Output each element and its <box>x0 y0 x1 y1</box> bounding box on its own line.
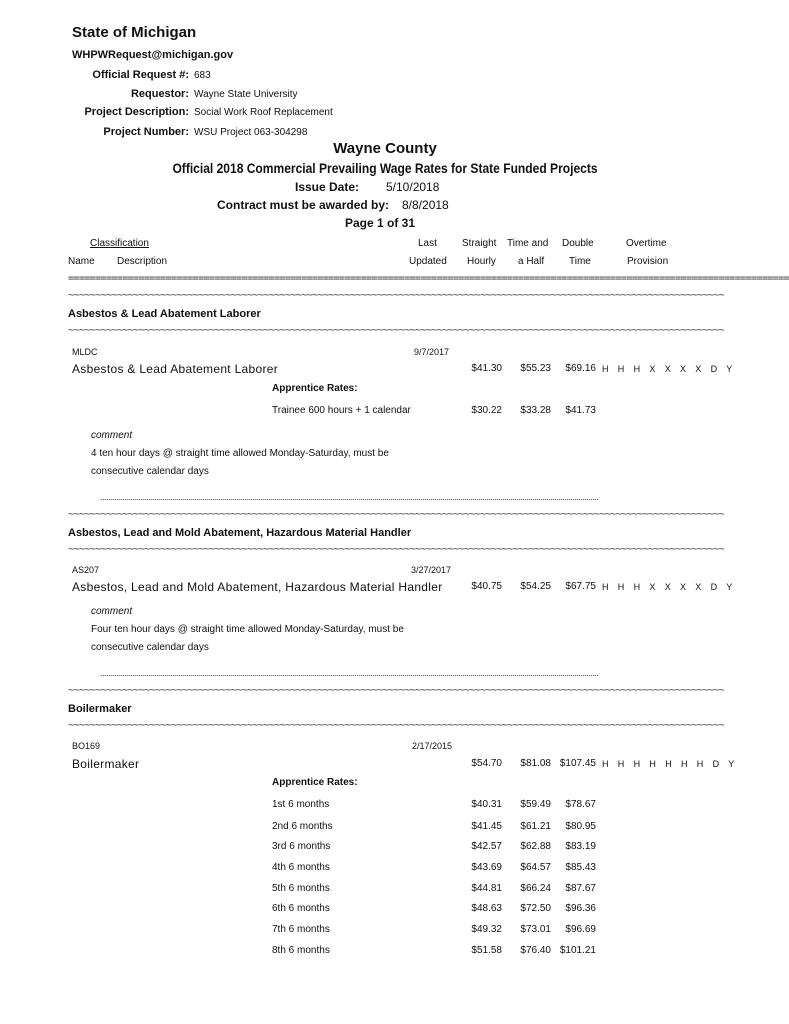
dotted-separator: ......................................................................................................................................................................................................................................................... <box>100 492 599 502</box>
contract-deadline-label: Contract must be awarded by: <box>217 198 390 212</box>
tilde-rule: ~~~~~~~~~~~~~~~~~~~~~~~~~~~~~~~~~~~~~~~~~~~~~~~~~~~~~~~~~~~~~~~~~~~~~~~~~~~~~~~~~~~~~~~~~~~~~~~~~~~~~~~~~~~~~~~~~~~~~~~~~ <box>68 290 724 301</box>
apprentice-step: 4th 6 months <box>272 862 330 873</box>
tilde-rule: ~~~~~~~~~~~~~~~~~~~~~~~~~~~~~~~~~~~~~~~~~~~~~~~~~~~~~~~~~~~~~~~~~~~~~~~~~~~~~~~~~~~~~~~~~~~~~~~~~~~~~~~~~~~~~~~~~~~~~~~~~ <box>68 685 724 696</box>
double-rate: $107.45 <box>559 758 596 769</box>
project-number-label: Project Number: <box>103 126 189 138</box>
classification-title: Asbestos, Lead and Mold Abatement, Hazardous Material Handler <box>72 580 443 594</box>
overtime-provision: H H H X X X X D Y <box>602 364 736 374</box>
apprentice-straight: $51.58 <box>471 945 502 956</box>
apprentice-straight: $40.31 <box>471 799 502 810</box>
county-title: Wayne County <box>333 140 437 157</box>
apprentice-step: 8th 6 months <box>272 945 330 956</box>
half-rate: $55.23 <box>520 363 551 374</box>
col-overtime: Overtime <box>626 238 667 249</box>
apprentice-straight: $48.63 <box>471 903 502 914</box>
col-description: Description <box>117 256 168 267</box>
contract-deadline-value: 8/8/2018 <box>402 198 449 212</box>
last-updated: 9/7/2017 <box>414 347 450 357</box>
apprentice-step: 3rd 6 months <box>272 841 331 852</box>
col-double: Double <box>562 238 594 249</box>
col-time: Time <box>569 256 591 267</box>
comment-text: 4 ten hour days @ straight time allowed Monday-Saturday, must be <box>91 448 389 459</box>
double-rate: $67.75 <box>565 581 596 592</box>
apprentice-step: 2nd 6 months <box>272 821 333 832</box>
apprentice-straight: $49.32 <box>471 924 502 935</box>
comment-label: comment <box>91 430 133 441</box>
project-description-label: Project Description: <box>84 106 189 118</box>
tilde-rule: ~~~~~~~~~~~~~~~~~~~~~~~~~~~~~~~~~~~~~~~~~~~~~~~~~~~~~~~~~~~~~~~~~~~~~~~~~~~~~~~~~~~~~~~~~~~~~~~~~~~~~~~~~~~~~~~~~~~~~~~~~ <box>68 544 724 555</box>
comment-text: consecutive calendar days <box>91 466 209 477</box>
apprentice-half: $62.88 <box>520 841 551 852</box>
apprentice-step: 6th 6 months <box>272 903 330 914</box>
col-a-half: a Half <box>518 256 545 267</box>
apprentice-half: $33.28 <box>520 405 551 416</box>
col-updated: Updated <box>409 256 447 267</box>
apprentice-straight: $42.57 <box>471 841 502 852</box>
state-title: State of Michigan <box>72 24 197 41</box>
straight-rate: $54.70 <box>471 758 502 769</box>
request-email: WHPWRequest@michigan.gov <box>72 49 234 61</box>
classification-code: AS207 <box>72 565 100 575</box>
col-time-and: Time and <box>507 238 549 249</box>
issue-date-label: Issue Date: <box>295 180 360 194</box>
apprentice-half: $76.40 <box>520 945 551 956</box>
apprentice-double: $80.95 <box>565 821 596 832</box>
col-classification: Classification <box>90 238 149 249</box>
page-number: Page 1 of 31 <box>345 216 416 230</box>
apprentice-step: 7th 6 months <box>272 924 330 935</box>
apprentice-double: $101.21 <box>559 945 596 956</box>
apprentice-straight: $43.69 <box>471 862 502 873</box>
overtime-provision: H H H X X X X D Y <box>602 582 736 592</box>
classification-title: Boilermaker <box>72 757 140 771</box>
apprentice-half: $66.24 <box>520 883 551 894</box>
straight-rate: $40.75 <box>471 581 502 592</box>
section-heading: Asbestos & Lead Abatement Laborer <box>68 308 261 320</box>
apprentice-half: $59.49 <box>520 799 551 810</box>
requestor-label: Requestor: <box>130 88 189 100</box>
project-number-value: WSU Project 063-304298 <box>194 127 308 138</box>
comment-label: comment <box>91 606 133 617</box>
apprentice-step: Trainee 600 hours + 1 calendar <box>272 405 411 416</box>
apprentice-double: $83.19 <box>565 841 596 852</box>
header-rule: ===================================================================================================================================== <box>68 273 789 284</box>
apprentice-label: Apprentice Rates: <box>272 777 358 788</box>
comment-text: consecutive calendar days <box>91 642 209 653</box>
section-heading: Boilermaker <box>68 703 132 715</box>
apprentice-step: 1st 6 months <box>272 799 330 810</box>
half-rate: $81.08 <box>520 758 551 769</box>
apprentice-straight: $44.81 <box>471 883 502 894</box>
project-description-value: Social Work Roof Replacement <box>194 107 333 118</box>
apprentice-double: $41.73 <box>565 405 596 416</box>
col-provision: Provision <box>627 256 669 267</box>
apprentice-step: 5th 6 months <box>272 883 330 894</box>
comment-text: Four ten hour days @ straight time allowed Monday-Saturday, must be <box>91 624 404 635</box>
apprentice-half: $73.01 <box>520 924 551 935</box>
classification-code: MLDC <box>72 347 98 357</box>
requestor-value: Wayne State University <box>194 89 298 100</box>
col-name: Name <box>68 256 95 267</box>
tilde-rule: ~~~~~~~~~~~~~~~~~~~~~~~~~~~~~~~~~~~~~~~~~~~~~~~~~~~~~~~~~~~~~~~~~~~~~~~~~~~~~~~~~~~~~~~~~~~~~~~~~~~~~~~~~~~~~~~~~~~~~~~~~ <box>68 509 724 520</box>
last-updated: 2/17/2015 <box>412 741 453 751</box>
apprentice-half: $61.21 <box>520 821 551 832</box>
classification-code: BO169 <box>72 741 101 751</box>
apprentice-label: Apprentice Rates: <box>272 383 358 394</box>
last-updated: 3/27/2017 <box>411 565 452 575</box>
double-rate: $69.16 <box>565 363 596 374</box>
dotted-separator: ......................................................................................................................................................................................................................................................... <box>100 668 599 678</box>
overtime-provision: H H H H H H H D Y <box>602 759 738 769</box>
classification-title: Asbestos & Lead Abatement Laborer <box>72 362 279 376</box>
apprentice-half: $72.50 <box>520 903 551 914</box>
section-heading: Asbestos, Lead and Mold Abatement, Hazardous Material Handler <box>68 527 412 539</box>
apprentice-double: $78.67 <box>565 799 596 810</box>
apprentice-double: $85.43 <box>565 862 596 873</box>
apprentice-straight: $41.45 <box>471 821 502 832</box>
request-number-label: Official Request #: <box>92 69 189 81</box>
half-rate: $54.25 <box>520 581 551 592</box>
tilde-rule: ~~~~~~~~~~~~~~~~~~~~~~~~~~~~~~~~~~~~~~~~~~~~~~~~~~~~~~~~~~~~~~~~~~~~~~~~~~~~~~~~~~~~~~~~~~~~~~~~~~~~~~~~~~~~~~~~~~~~~~~~~ <box>68 325 724 336</box>
apprentice-double: $96.69 <box>565 924 596 935</box>
tilde-rule: ~~~~~~~~~~~~~~~~~~~~~~~~~~~~~~~~~~~~~~~~~~~~~~~~~~~~~~~~~~~~~~~~~~~~~~~~~~~~~~~~~~~~~~~~~~~~~~~~~~~~~~~~~~~~~~~~~~~~~~~~~ <box>68 720 724 731</box>
apprentice-double: $87.67 <box>565 883 596 894</box>
apprentice-double: $96.36 <box>565 903 596 914</box>
col-straight: Straight <box>462 238 497 249</box>
straight-rate: $41.30 <box>471 363 502 374</box>
apprentice-half: $64.57 <box>520 862 551 873</box>
official-rates-title: Official 2018 Commercial Prevailing Wage Rates for State Funded Projects <box>172 160 598 176</box>
request-number-value: 683 <box>194 70 211 81</box>
col-hourly: Hourly <box>467 256 496 267</box>
issue-date-value: 5/10/2018 <box>386 180 440 194</box>
apprentice-straight: $30.22 <box>471 405 502 416</box>
col-last: Last <box>418 238 437 249</box>
